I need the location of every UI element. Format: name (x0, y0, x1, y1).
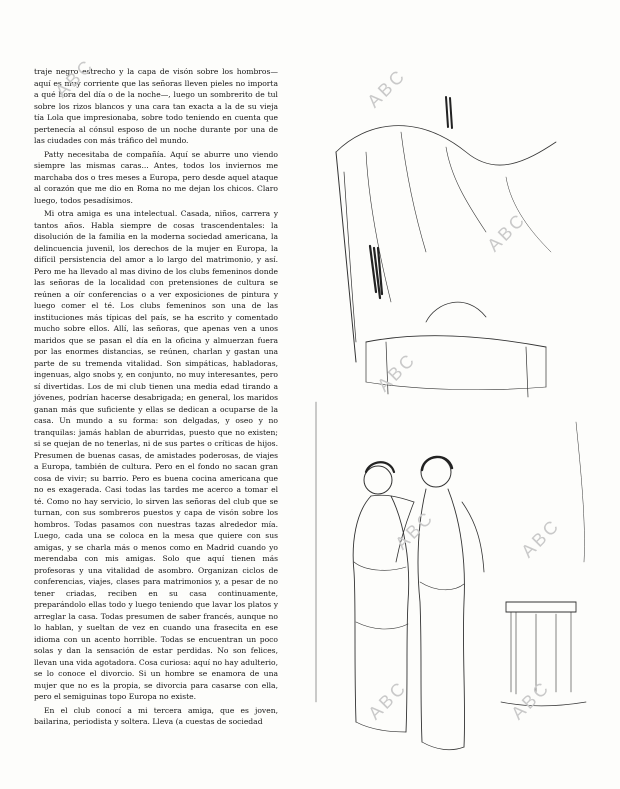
watermark: ABC (517, 514, 564, 562)
sketch-illustration (296, 2, 616, 787)
paragraph-4: En el club conocí a mi tercera amiga, que es joven, bailarina, periodista y soltera. Lleva (a cuestas de sociedad (34, 705, 278, 726)
paragraph-2: Patty necesitaba de compañía. Aquí se aburre uno viendo siempre las mismas caras... Antes, todos los inviernos me marchaba dos o tres meses a Europa, pero desde aquel ataque al corazón que me dio en Roma no me dejan los chicos. Claro luego, todos pesadísimos. (34, 149, 278, 205)
watermark: ABC (51, 54, 98, 102)
watermark: ABC (507, 676, 554, 724)
paragraph-1: traje negro estrecho y la capa de visón sobre los hombros—aquí es muy corriente que las señoras lleven pieles no importa a qué hora del día o de la noche—, luego un sombrerito de tul sobre los rizos blancos y una cara tan exacta a la de su vieja tía Lola que impresionaba, sobre todo teniendo en cuenta que pertenecía al cónsul esposo de un noche durante por una de las ciudades con más tráfico del mundo. (34, 67, 278, 145)
watermark: ABC (364, 676, 411, 724)
paragraph-3: Mi otra amiga es una intelectual. Casada, niños, carrera y tantos años. Habla siempre de cosas trascendentales: la disolución de la familia en la moderna sociedad americana, la delincuencia juvenil, los derechos de la mujer en Europa, la difícil persistencia del amor a lo largo del matrimonio, y así. Pero me ha llevado al mas divino de los clubs femeninos donde las señoras de la localidad con pretensiones de cultura se reúnen a oír conferencias o a ver exposiciones de pintura y luego comer el té. Los clubs femeninos son una de las instituciones más típicas del país, se ha escrito y comentado mucho sobre ellos. Allí, las señoras, que apenas ven a unos maridos que se pasan el día en la oficina y almuerzan fuera por las enormes distancias, se reúnen, charlan y gastan una parte de su tremenda vitalidad. Son simpáticas, habladoras, ingenuas, algo snobs y, en conjunto, no muy interesantes, pero sí divertidas. Los de mi club tienen una media edad tirando a jóvenes, podrían hacerse desabrigada; en general, los maridos ganan más que suficiente y ellas se dedican a ocuparse de la casa. Un mundo a su forma: son delgadas, y oseo y no tranquilas: jamás hablan de aburridas, puesto que no existen; si se quejan de no tenerlas, ni de sus partes o críticas de hijos. Presumen de buenas casas, de amistades poderosas, de viajes a Europa, también de cultura. Pero en el fondo no sacan gran cosa de vivir; su barrio. Pero es buena cocina americana que no es exagerada. Casi todas las tardes me acerco a tomar el té. Como no hay servicio, lo sirven las señoras del club que se turnan, con sus sombreros puestos y capa de visón sobre los hombros. Todas pasamos con nuestras tazas alrededor mía. Luego, cada una se coloca en la mesa que quiere con sus amigas, y se charla más o menos como en Madrid cuando yo merendaba con mis amigas. Solo que aquí tienen más profesoras y una vitalidad de asombro. Organizan ciclos de conferencias, viajes, clases para matrimonios y, a pesar de no tener criadas, reciben en su casa continuamente, preparándolo ellas todo y luego teniendo que lavar los platos y arreglar la casa. Todas presumen de saber francés, aunque no lo hablan, y sueltan de vez en cuando una frasecita en ese idioma con un acento horrible. Todas se encuentran un poco solas y dan la sensación de estar perdidas. No son felices, llevan una vida agotadora. Cosa curiosa: aquí no hay adulterio, se lo conoce el divorcio. Si un hombre se enamora de una mujer que no es la propia, se divorcia para casarse con ella, pero el semiguinas topo Europa no existe. (34, 209, 278, 701)
watermark: ABC (391, 506, 438, 554)
watermark: ABC (483, 208, 530, 256)
article-column (34, 66, 278, 730)
watermark: ABC (363, 64, 410, 112)
watermark: ABC (373, 348, 420, 396)
